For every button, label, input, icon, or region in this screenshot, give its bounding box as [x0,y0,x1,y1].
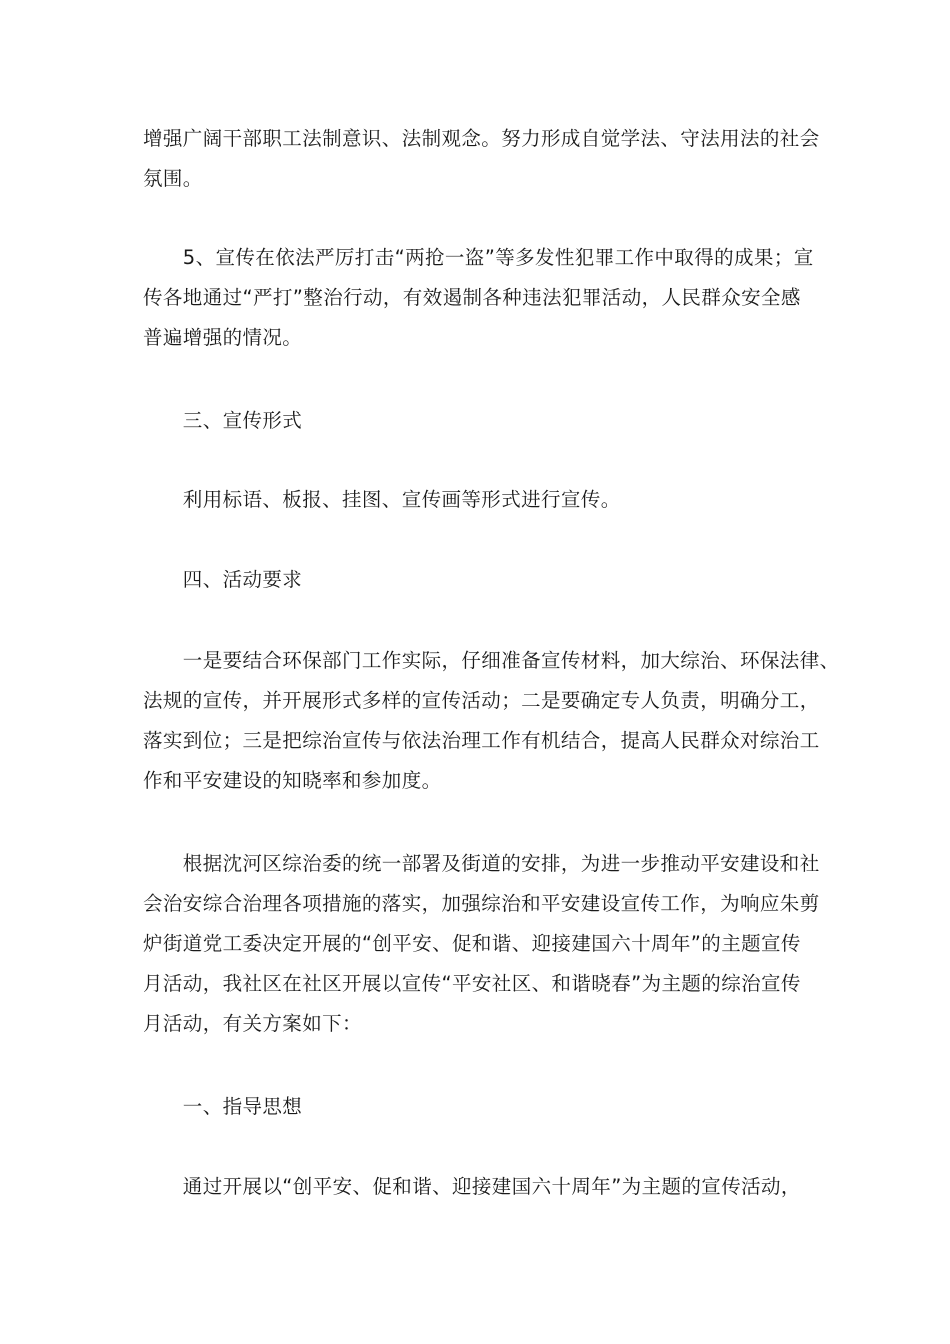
text-line: 落实到位；三是把综治宣传与依法治理工作有机结合，提高人民群众对综治工 [143,729,820,752]
text-line: 普遍增强的情况。 [143,326,303,349]
paragraph-requirements [143,641,840,801]
section-heading: 三、宣传形式 [143,409,303,432]
section-heading: 一、指导思想 [143,1095,303,1118]
heading-section-1 [143,1087,813,1127]
text-line: 法规的宣传，并开展形式多样的宣传活动；二是要确定专人负责，明确分工， [143,689,820,712]
text-line: 作和平安建设的知晓率和参加度。 [143,769,442,792]
heading-section-3 [143,401,813,441]
text-line: 利用标语、板报、挂图、宣传画等形式进行宣传。 [143,488,621,511]
section-heading: 四、活动要求 [143,568,303,591]
text-line: 会治安综合治理各项措施的落实，加强综治和平安建设宣传工作，为响应朱剪 [143,892,820,915]
text-line: 一是要结合环保部门工作实际，仔细准备宣传材料，加大综治、环保法律、 [143,649,840,672]
text-line: 月活动，有关方案如下： [143,1012,362,1035]
text-line: 根据沈河区综治委的统一部署及街道的安排，为进一步推动平安建设和社 [143,852,820,875]
paragraph-guiding [143,1167,813,1207]
text-line: 传各地通过“严打”整治行动，有效遏制各种违法犯罪活动，人民群众安全感 [143,286,801,309]
heading-section-4 [143,560,813,600]
text-line: 通过开展以“创平安、促和谐、迎接建国六十周年”为主题的宣传活动， [143,1175,801,1198]
text-line: 炉街道党工委决定开展的“创平安、促和谐、迎接建国六十周年”的主题宣传 [143,932,801,955]
text-line: 氛围。 [143,167,203,190]
text-line: 5、宣传在依法严厉打击“两抢一盗”等多发性犯罪工作中取得的成果；宣 [143,246,814,269]
paragraph-forms [143,480,813,520]
text-line: 月活动，我社区在社区开展以宣传“平安社区、和谐晓春”为主题的综治宣传 [143,972,801,995]
paragraph-background [143,844,820,1044]
paragraph-intro-continued [143,119,820,199]
paragraph-item-5 [143,238,813,358]
text-line: 增强广阔干部职工法制意识、法制观念。努力形成自觉学法、守法用法的社会 [143,127,820,150]
